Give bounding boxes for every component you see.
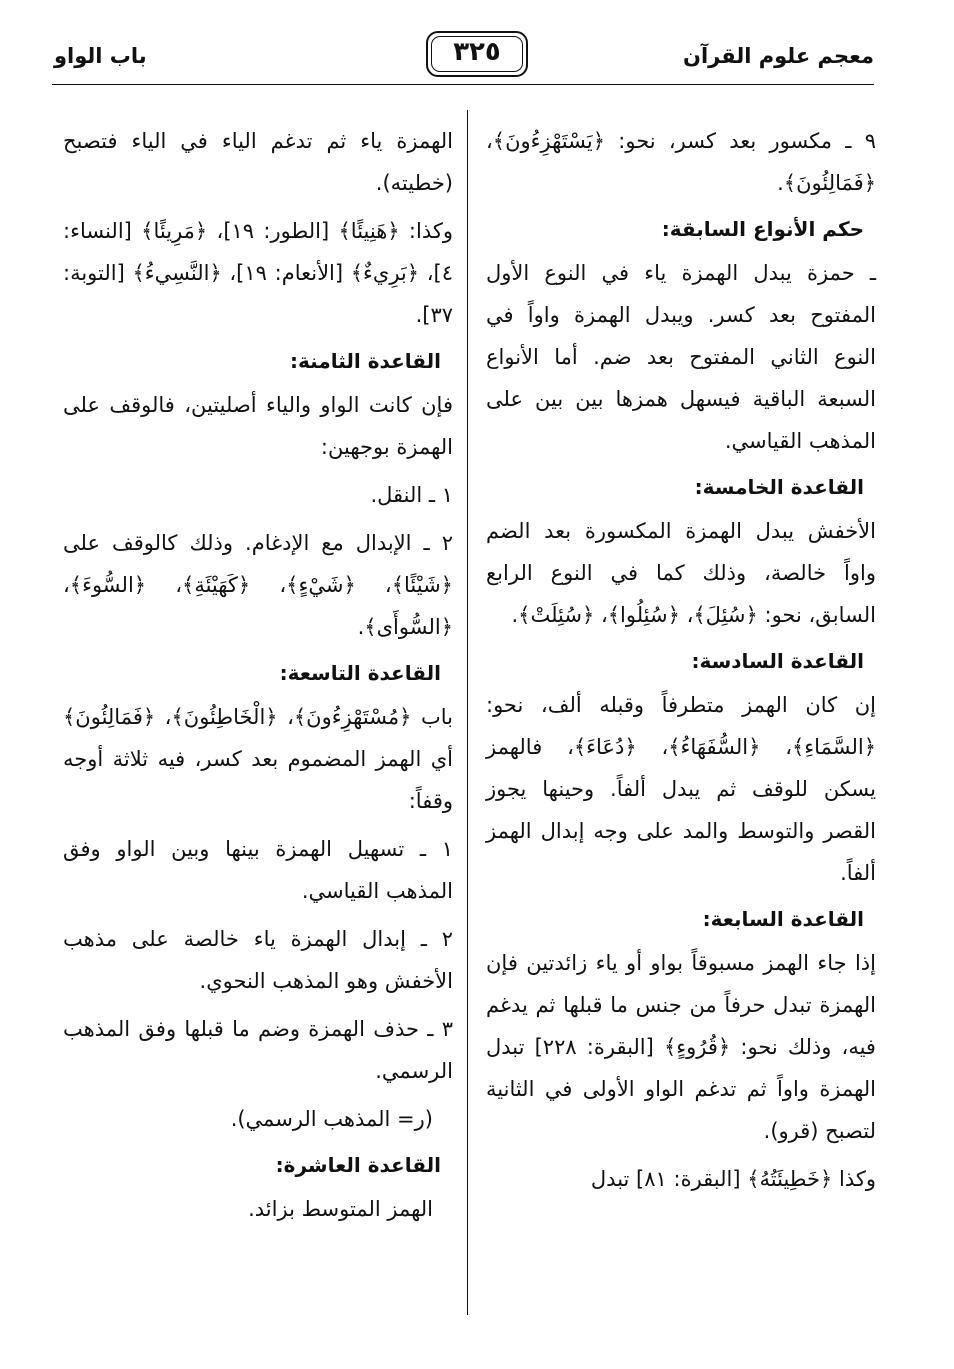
paragraph: إن كان الهمز متطرفاً وقبله ألف، نحو: ﴿السَّمَاءِ﴾، ﴿السُّفَهَاءُ﴾، ﴿دُعَاءَ﴾، فالهمز يسكن للوقف ثم يبدل ألفاً. وحينها يجوز القصر والتوسط والمد على وجه إبدال الهمز ألفاً. <box>486 693 876 885</box>
paragraph: وكذا ﴿خَطِيئَتُهُ﴾ [البقرة: ٨١] تبدل <box>590 1167 876 1191</box>
section-heading: القاعدة التاسعة: <box>279 661 441 685</box>
paragraph: إذا جاء الهمز مسبوقاً بواو أو ياء زائدتين فإن الهمزة تبدل حرفاً من جنس ما قبلها ثم يدغم فيه، وذلك نحو: ﴿قُرُوءٍ﴾ [البقرة: ٢٢٨] تبدل الهمزة واواً ثم تدغم الواو الأولى في الثانية لتصبح (قرو). <box>486 951 876 1143</box>
section-heading: القاعدة السابعة: <box>702 907 864 931</box>
paragraph: ١ ـ تسهيل الهمزة بينها وبين الواو وفق المذهب القياسي. <box>63 837 453 903</box>
paragraph: ٩ ـ مكسور بعد كسر، نحو: ﴿يَسْتَهْزِءُونَ﴾، ﴿فَمَالِئُونَ﴾. <box>486 129 876 195</box>
paragraph: باب ﴿مُسْتَهْزِءُونَ﴾، ﴿الْخَاطِئُونَ﴾، ﴿فَمَالِئُونَ﴾ أي الهمز المضموم بعد كسر، فيه ثلاثة أوجه وقفاً: <box>63 705 453 813</box>
page-number-frame <box>426 31 528 77</box>
section-heading: القاعدة الثامنة: <box>290 349 441 373</box>
book-title: معجم علوم القرآن <box>683 44 874 68</box>
paragraph: ١ ـ النقل. <box>370 483 453 507</box>
section-heading: حكم الأنواع السابقة: <box>661 217 864 241</box>
paragraph: فإن كانت الواو والياء أصليتين، فالوقف على الهمزة بوجهين: <box>63 393 453 459</box>
paragraph: ـ حمزة يبدل الهمزة ياء في النوع الأول المفتوح بعد كسر. ويبدل الهمزة واواً في النوع الثاني المفتوح بعد ضم. أما الأنواع السبعة الباقية فيسهل همزها بين بين على المذهب القياسي. <box>486 261 876 453</box>
left-column <box>63 120 453 1320</box>
header-rule <box>52 84 874 85</box>
paragraph: ٢ ـ الإبدال مع الإدغام. وذلك كالوقف على ﴿شَيْئًا﴾، ﴿شَيْءٍ﴾، ﴿كَهَيْئَةِ﴾، ﴿السُّوءَ﴾، ﴿السُّوأَى﴾. <box>63 531 453 639</box>
paragraph: ٢ ـ إبدال الهمزة ياء خالصة على مذهب الأخفش وهو المذهب النحوي. <box>63 927 453 993</box>
paragraph: الأخفش يبدل الهمزة المكسورة بعد الضم واواً خالصة، وذلك كما في النوع الرابع السابق، نحو: ﴿سُئِلَ﴾، ﴿سُئِلُوا﴾، ﴿سُئِلَتْ﴾. <box>486 519 876 627</box>
section-heading: القاعدة السادسة: <box>691 649 864 673</box>
paragraph: الهمز المتوسط بزائد. <box>248 1197 433 1221</box>
column-divider <box>467 110 468 1315</box>
section-heading: القاعدة الخامسة: <box>694 475 864 499</box>
page-number: ٣٢٥ <box>453 37 501 67</box>
right-column <box>486 120 876 1320</box>
paragraph: ٣ ـ حذف الهمزة وضم ما قبلها وفق المذهب الرسمي. <box>63 1017 453 1083</box>
chapter-title: باب الواو <box>54 44 147 68</box>
paragraph: الهمزة ياء ثم تدغم الياء في الياء فتصبح (خطيته). <box>63 129 453 195</box>
section-heading: القاعدة العاشرة: <box>275 1153 441 1177</box>
paragraph: وكذا: ﴿هَنِيئًا﴾ [الطور: ١٩]، ﴿مَرِيئًا﴾ [النساء: ٤]، ﴿بَرِيءٌ﴾ [الأنعام: ١٩]، ﴿النَّسِيءُ﴾ [التوبة: ٣٧]. <box>63 219 454 327</box>
paragraph: (ر= المذهب الرسمي). <box>230 1107 433 1131</box>
